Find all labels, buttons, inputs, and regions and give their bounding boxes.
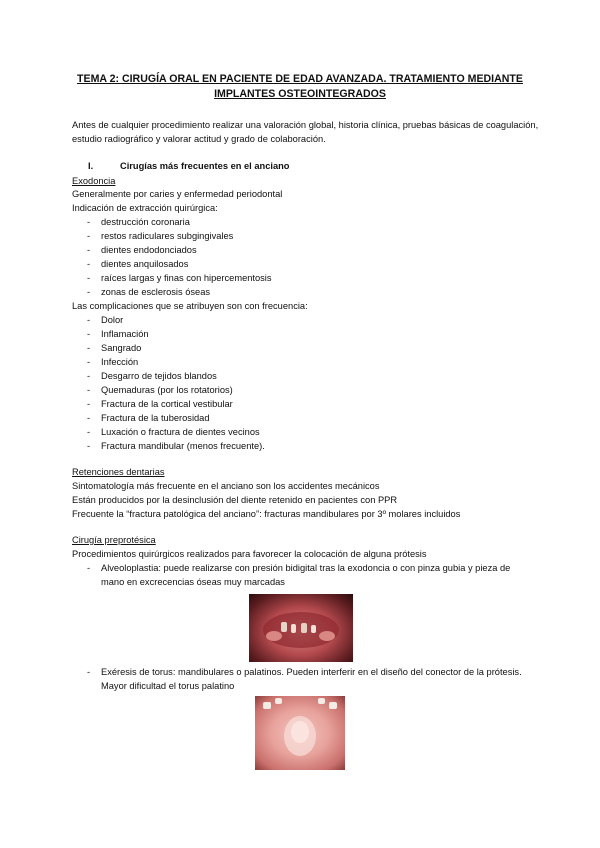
exodoncia-text: Las complicaciones que se atribuyen son con frecuencia: (72, 301, 308, 311)
list-item: - Exéresis de torus: mandibulares o palatinos. Pueden interferir en el diseño del conector de la prótesis. Mayor dificultad el torus palatino (87, 667, 522, 691)
palatal-torus-photo (255, 696, 345, 770)
list-item: - Desgarro de tejidos blandos (87, 371, 217, 381)
list-item: - Fractura de la cortical vestibular (87, 399, 233, 409)
list-item: - Infección (87, 357, 139, 367)
list-item: - Sangrado (87, 343, 142, 353)
alveoloplasty-photo (249, 594, 353, 662)
list-item: - dientes endodonciados (87, 245, 197, 255)
list-item: - Fractura mandibular (menos frecuente). (87, 441, 265, 451)
retenciones-text: Están producidos por la desinclusión del diente retenido en pacientes con PPR (72, 495, 398, 505)
exodoncia-text: Generalmente por caries y enfermedad periodontal (72, 189, 283, 199)
list-item: - Fractura de la tuberosidad (87, 413, 210, 423)
list-item: - raíces largas y finas con hipercementosis (87, 273, 272, 283)
exodoncia-text: Indicación de extracción quirúrgica: (72, 203, 218, 213)
list-item: - destrucción coronaria (87, 217, 190, 227)
list-item: - zonas de esclerosis óseas (87, 287, 211, 297)
list-item: - restos radiculares subgingivales (87, 231, 234, 241)
preprotesica-text: Procedimientos quirúrgicos realizados para favorecer la colocación de alguna prótesis (72, 549, 427, 559)
list-item: - Inflamación (87, 329, 149, 339)
document-title: TEMA 2: CIRUGÍA ORAL EN PACIENTE DE EDAD AVANZADA. TRATAMIENTO MEDIANTE IMPLANTES OSTEOINTEGRADOS (77, 73, 523, 100)
list-item: - Quemaduras (por los rotatorios) (87, 385, 233, 395)
list-item: - Dolor (87, 315, 124, 325)
section-heading (88, 161, 289, 171)
list-item: - Luxación o fractura de dientes vecinos (87, 427, 260, 437)
list-item: - Alveoloplastia: puede realizarse con presión bidigital tras la exodoncia o con pinza gubia y pieza de mano en excrecencias óseas muy marcadas (87, 563, 511, 587)
intro-paragraph: Antes de cualquier procedimiento realizar una valoración global, historia clínica, pruebas básicas de coagulación, estudio radiográfico y valorar actitud y grado de colaboración. (72, 120, 539, 144)
section-title: Cirugías más frecuentes en el anciano (120, 161, 290, 171)
section-number: I. (88, 161, 94, 171)
list-item: - dientes anquilosados (87, 259, 189, 269)
preprotesica-heading: Cirugía preprotésica (72, 535, 156, 545)
exodoncia-heading: Exodoncia (72, 176, 116, 186)
retenciones-text: Sintomatología más frecuente en el anciano son los accidentes mecánicos (72, 481, 380, 491)
retenciones-heading: Retenciones dentarias (72, 467, 165, 477)
retenciones-text: Frecuente la “fractura patológica del anciano”: fracturas mandibulares por 3º molares incluidos (72, 509, 461, 519)
